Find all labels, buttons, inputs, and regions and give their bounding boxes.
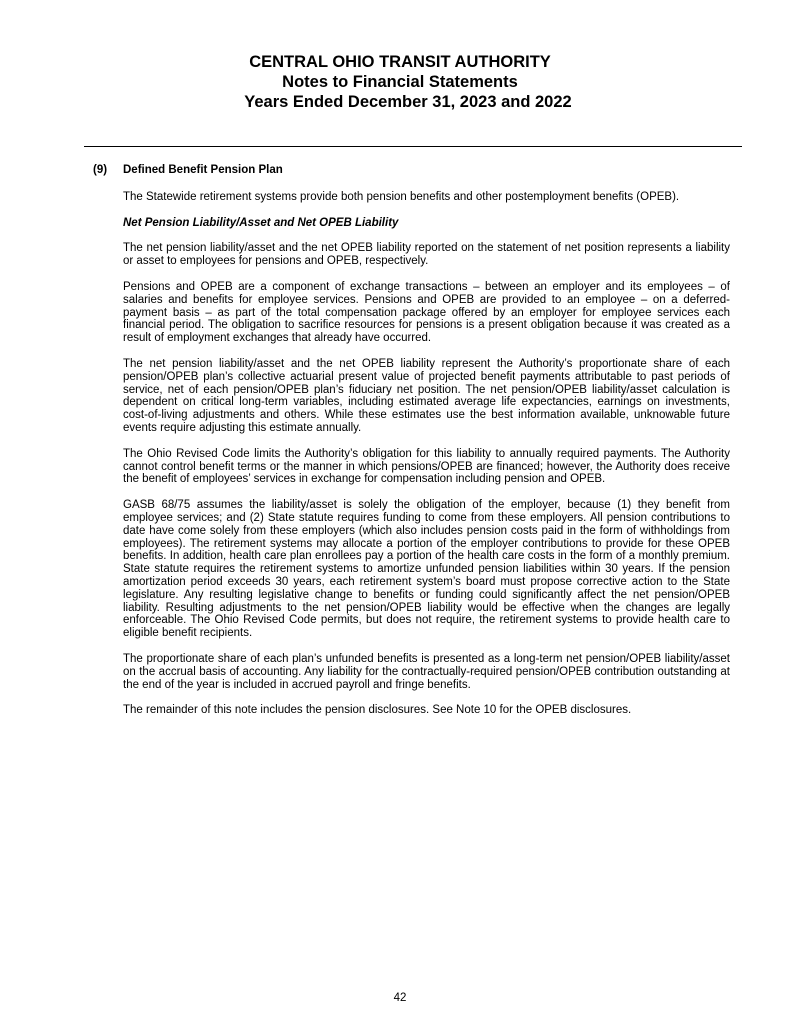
paragraph: Pensions and OPEB are a component of exchange transactions – between an employer and its employees – of salaries and benefits for employee services. Pensions and OPEB are provided to an employee – on a deferred-payment basis – as part of the total compensation package offered by an employer for employee services each financial period. The obligation to sacrifice resources for pensions is a present obligation because it was created as a result of employment exchanges that already have occurred. [123,280,730,345]
section-heading [93,164,730,177]
document-title: Notes to Financial Statements [282,73,518,91]
paragraph: The proportionate share of each plan’s unfunded benefits is presented as a long-term net pension/OPEB liability/asset on the accrual basis of accounting. Any liability for the contractually-required pension/OPEB contribution outstanding at the end of the year is included in accrued payroll and fringe benefits. [123,652,730,691]
header-divider [84,146,742,147]
organization-name: CENTRAL OHIO TRANSIT AUTHORITY [249,53,551,71]
paragraph: The net pension liability/asset and the net OPEB liability represent the Authority’s proportionate share of each pension/OPEB plan’s collective actuarial present value of projected benefit payments attributable to past periods of service, net of each pension/OPEB plan’s fiduciary net position. The net pension/OPEB liability/asset calculation is dependent on critical long-term variables, including estimated average life expectancies, earnings on investments, cost-of-living adjustments and others. While these estimates use the best information available, unknowable future events require adjusting this estimate annually. [123,357,730,434]
reporting-period: Years Ended December 31, 2023 and 2022 [244,93,572,111]
subsection-heading: Net Pension Liability/Asset and Net OPEB Liability [123,216,399,229]
paragraph: The net pension liability/asset and the net OPEB liability reported on the statement of net position represents a liability or asset to employees for pensions and OPEB, respectively. [123,242,730,268]
section-title: Defined Benefit Pension Plan [123,164,283,176]
document-header [0,52,800,112]
paragraph: The remainder of this note includes the pension disclosures. See Note 10 for the OPEB disclosures. [123,704,632,717]
page-number: 42 [393,992,407,1004]
paragraph: GASB 68/75 assumes the liability/asset is solely the obligation of the employer, because (1) they benefit from employee services; and (2) State statute requires funding to come from these employers. All pension contributions to date have come solely from these employers (which also includes pension costs paid in the form of withholdings from employees). The retirement systems may allocate a portion of the employer contributions to provide for these OPEB benefits. In addition, health care plan enrollees pay a portion of the health care costs in the form of a monthly premium. State statute requires the retirement systems to amortize unfunded pension liabilities within 30 years. If the pension amortization period exceeds 30 years, each retirement system’s board must propose corrective action to the State legislature. Any resulting legislative change to benefits or funding could significantly affect the net pension/OPEB liability. Resulting adjustments to the net pension/OPEB liability would be effective when the changes are legally enforceable. The Ohio Revised Code permits, but does not require, the retirement systems to provide health care to eligible benefit recipients. [123,499,730,640]
section-body [123,191,730,717]
note-section [93,164,730,730]
section-number: (9) [93,164,108,176]
paragraph: The Ohio Revised Code limits the Authority’s obligation for this liability to annually required payments. The Authority cannot control benefit terms or the manner in which pensions/OPEB are financed; however, the Authority does receive the benefit of employees’ services in exchange for compensation including pension and OPEB. [123,447,730,486]
intro-paragraph: The Statewide retirement systems provide both pension benefits and other postemployment benefits (OPEB). [123,190,680,203]
